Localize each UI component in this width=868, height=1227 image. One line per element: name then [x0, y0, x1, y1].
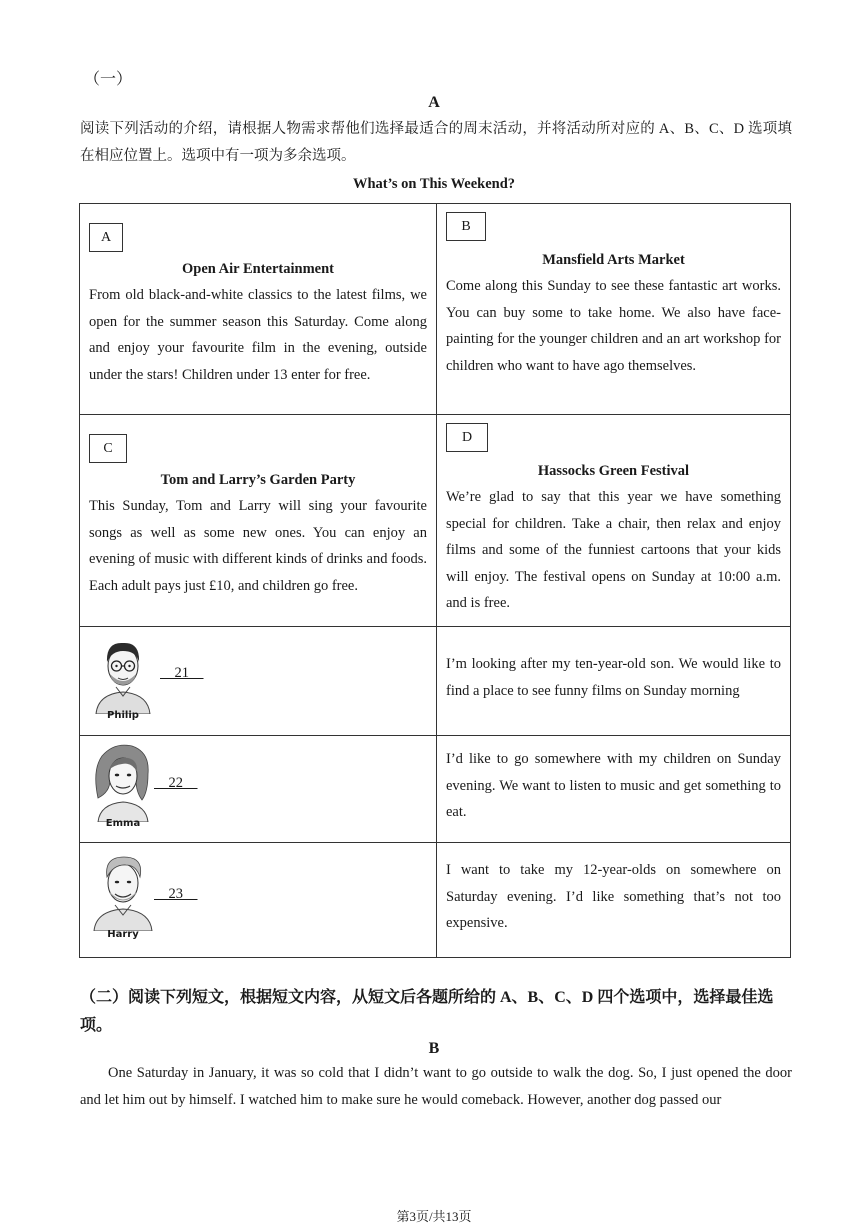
ad-letter-box: D	[446, 423, 488, 452]
blank-suffix	[183, 775, 198, 791]
person-cell-philip	[80, 627, 437, 736]
part-a-title: A	[428, 94, 440, 111]
ad-body: This Sunday, Tom and Larry will sing your favourite songs as well as some new ones. You can enjoy an evening of music with different kinds of drinks and foods. Each adult pays just £10, and children go free.	[89, 498, 427, 594]
ad-title: Hassocks Green Festival	[537, 463, 690, 479]
person-cell-emma	[80, 736, 437, 843]
person-cell-harry	[80, 843, 437, 958]
blank-prefix	[154, 886, 169, 902]
ad-body: Come along this Sunday to see these fantastic art works. You can buy some to take home. We also have face-painting for the younger children and an art workshop for children who want to have ago themselves.	[446, 278, 781, 374]
table-title: What’s on This Weekend?	[352, 176, 516, 192]
emma-avatar-icon	[88, 740, 158, 822]
person-need: I’d like to go somewhere with my children on Sunday evening. We want to listen to music and get something to eat.	[446, 751, 781, 820]
part-b-title: B	[428, 1040, 440, 1057]
blank-suffix	[189, 665, 204, 681]
blank-number: 23	[168, 886, 183, 902]
ad-letter-box: A	[89, 223, 123, 252]
person-name: Emma	[105, 818, 141, 829]
person-name: Harry	[107, 929, 139, 940]
harry-portrait	[88, 849, 158, 940]
need-cell-harry	[437, 843, 791, 958]
ad-cell-a	[80, 204, 437, 415]
section-one-label: （一）	[84, 71, 133, 88]
ad-body: From old black-and-white classics to the latest films, we open for the summer season this Saturday. Come along and enjoy your favourite film in the evening, outside under the stars! Children under 13 enter for free.	[89, 287, 427, 383]
ad-cell-d	[437, 415, 791, 627]
person-name: Philip	[107, 710, 139, 721]
ad-letter-box: C	[89, 434, 127, 463]
ad-cell-c	[80, 415, 437, 627]
philip-portrait	[88, 632, 158, 719]
answer-blank-21[interactable]	[160, 665, 204, 682]
activities-table	[79, 203, 791, 958]
blank-prefix	[160, 665, 175, 681]
ad-title: Open Air Entertainment	[182, 261, 334, 277]
ad-body: We’re glad to say that this year we have something special for children. Take a chair, then relax and enjoy films and some of the funniest cartoons that your kids will enjoy. The festival opens on Sunday at 10:00 a.m. and is free.	[446, 489, 781, 611]
blank-suffix	[183, 886, 198, 902]
ad-letter-box: B	[446, 212, 486, 241]
ad-cell-b	[437, 204, 791, 415]
answer-blank-22[interactable]	[154, 775, 198, 792]
need-cell-emma	[437, 736, 791, 843]
person-need: I’m looking after my ten-year-old son. We would like to find a place to see funny films on Sunday morning	[446, 656, 781, 699]
passage-b-text: One Saturday in January, it was so cold that I didn’t want to go outside to walk the dog. So, I just opened the door and let him out by himself. I watched him to make sure he would comeback. However, another dog passed our	[80, 1065, 792, 1108]
page-footer: 第3页/共13页	[396, 1209, 472, 1224]
philip-avatar-icon	[88, 632, 158, 714]
blank-number: 22	[168, 775, 183, 791]
ad-title: Tom and Larry’s Garden Party	[160, 472, 356, 488]
blank-prefix	[154, 775, 169, 791]
blank-number: 21	[174, 665, 189, 681]
need-cell-philip	[437, 627, 791, 736]
harry-avatar-icon	[88, 849, 158, 931]
ad-title: Mansfield Arts Market	[542, 252, 685, 268]
answer-blank-23[interactable]	[154, 886, 198, 903]
person-need: I want to take my 12-year-olds on somewhere on Saturday evening. I’d like something that’s not too expensive.	[446, 862, 781, 931]
section-two-heading: （二）阅读下列短文，根据短文内容，从短文后各题所给的 A、B、C、D 四个选项中，选择最佳选项。	[80, 989, 774, 1034]
instructions-text: 阅读下列活动的介绍，请根据人物需求帮他们选择最适合的周末活动，并将活动所对应的 A、B、C、D 选项填在相应位置上。选项中有一项为多余选项。	[80, 121, 792, 164]
emma-portrait	[88, 740, 158, 827]
